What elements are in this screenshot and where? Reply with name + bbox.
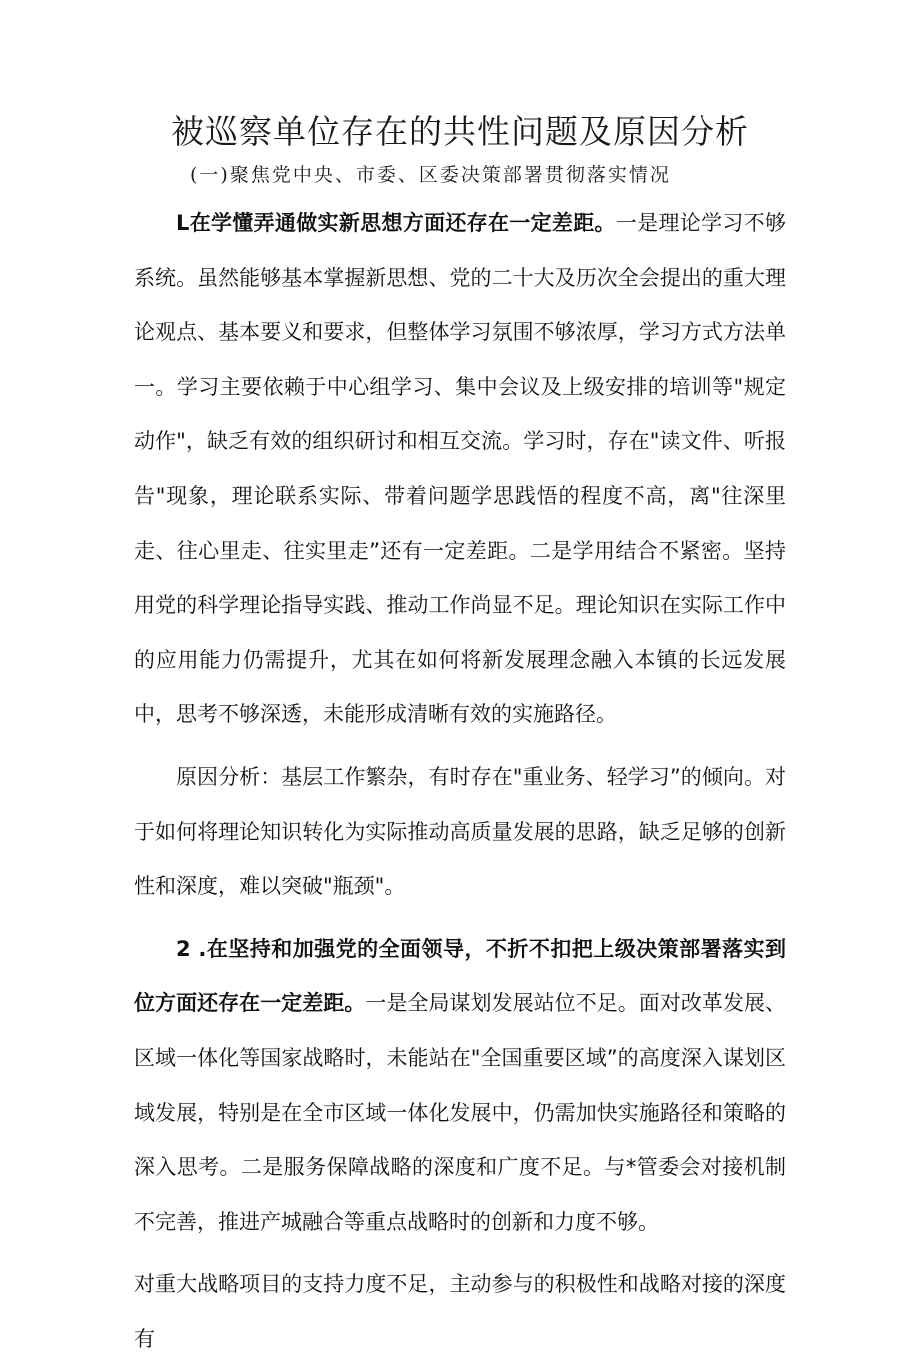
paragraph-2 (134, 750, 786, 914)
document-body (134, 196, 786, 1366)
paragraph-lead: L在学懂弄通做实新思想方面还存在一定差距。 (176, 211, 616, 235)
paragraph-text: 原因分析：基层工作繁杂，有时存在"重业务、轻学习”的倾向。对于如何将理论知识转化为实际推动高质量发展的思路，缺乏足够的创新性和深度，难以突破"瓶颈"。 (134, 764, 786, 899)
paragraph-3 (134, 922, 786, 1250)
paragraph-text: 对重大战略项目的支持力度不足，主动参与的积极性和战略对接的深度有 (134, 1272, 786, 1351)
paragraph-text: 一是全局谋划发展站位不足。面对改革发展、区域一体化等国家战略时，未能站在"全国重要区域”的高度深入谋划区域发展，特别是在全市区域一体化发展中，仍需加快实施路径和策略的深入思考。二是服务保障战略的深度和广度不足。与*管委会对接机制不完善，推进产城融合等重点战略时的创新和力度不够。 (134, 991, 787, 1234)
paragraph-lead: 2 .在坚持和加强党的全面领导，不折不扣把上级决策部署落实到位方面还存在一定差距。 (134, 936, 786, 1016)
document-title: 被巡察单位存在的共性问题及原因分析 (171, 112, 749, 151)
paragraph-text: 一是理论学习不够系统。虽然能够基本掌握新思想、党的二十大及历次全会提出的重大理论观点、基本要义和要求，但整体学习氛围不够浓厚，学习方式方法单一。学习主要依赖于中心组学习、集中会议及上级安排的培训等"规定动作"，缺乏有效的组织研讨和相互交流。学习时，存在"读文件、听报告"现象，理论联系实际、带着问题学思践悟的程度不高，离"往深里走、往心里走、往实里走”还有一定差距。二是学用结合不紧密。坚持用党的科学理论指导实践、推动工作尚显不足。理论知识在实际工作中的应用能力仍需提升，尤其在如何将新发展理念融入本镇的长远发展中，思考不够深透，未能形成清晰有效的实施路径。 (134, 211, 786, 727)
paragraph-1 (134, 196, 786, 742)
paragraph-4 (134, 1257, 786, 1366)
section-heading: (一)聚焦党中央、市委、区委决策部署贯彻落实情况 (190, 164, 671, 186)
